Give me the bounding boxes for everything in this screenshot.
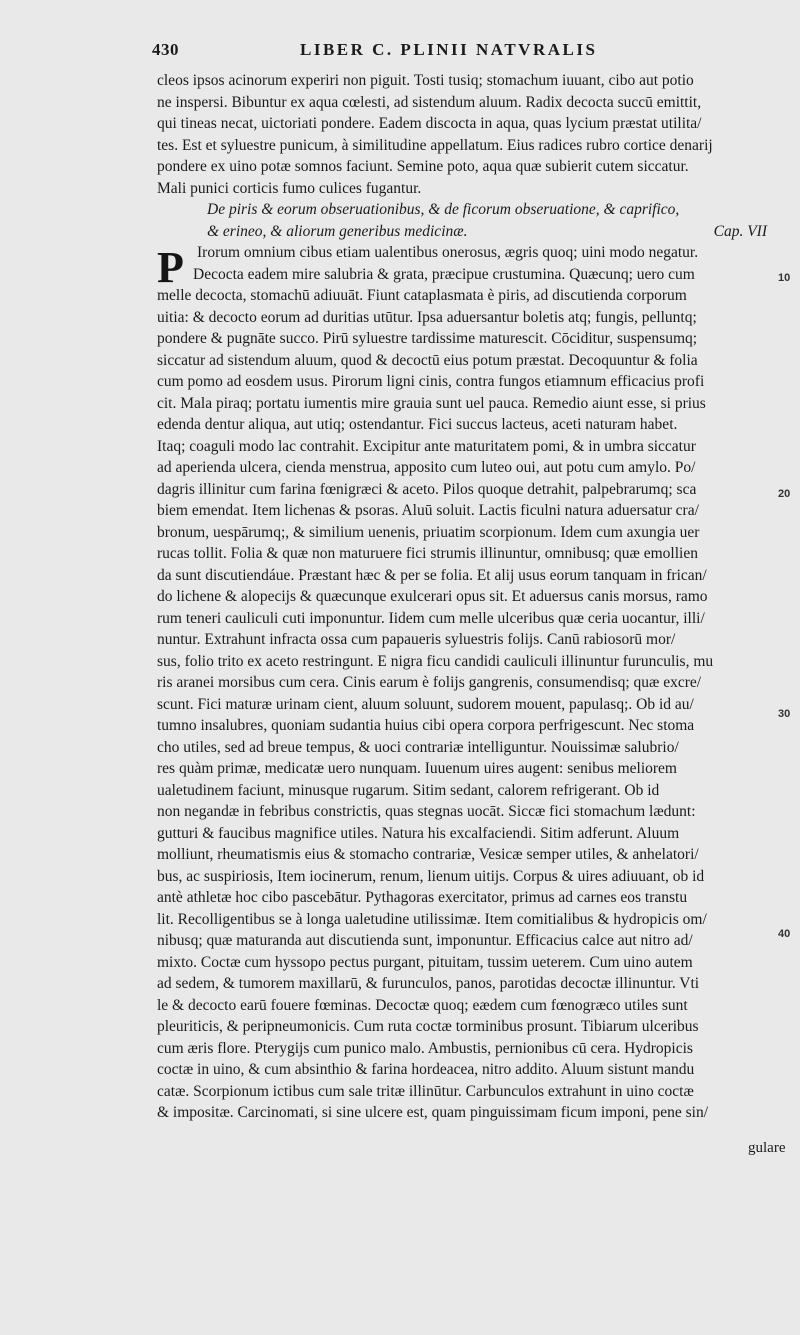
chapter-heading-line-1: De piris & eorum obseruationibus, & de ficorum obseruatione, & caprifico, xyxy=(207,201,680,218)
text-line: uitia: & decocto eorum ad duritias utūtur. Ipsa aduersantur boletis atq; fungis, pelluntq; xyxy=(157,308,697,326)
chapter-heading-line-2 xyxy=(157,221,793,243)
chapter-label: Cap. VII xyxy=(713,222,767,240)
text-line: cum pomo ad eosdem usus. Pirorum ligni cinis, contra fungos etiamnum efficacius profi xyxy=(157,373,705,390)
text-line: Irorum omnium cibus etiam ualentibus onerosus, ægris quoq; uini modo negatur. xyxy=(197,244,699,261)
text-line: cleos ipsos acinorum experiri non piguit. Tosti tusiq; stomachum iuuant, cibo aut potio xyxy=(157,72,694,89)
text-line: ad aperienda ulcera, cienda menstrua, apposito cum luteo oui, aut potu cum amylo. Po/ xyxy=(157,459,696,476)
chapter-body xyxy=(157,242,793,1124)
drop-capital: P xyxy=(157,243,184,292)
text-line: cit. Mala piraq; portatu iumentis mire grauia sunt uel pauca. Remedio aiunt esse, si prius xyxy=(157,394,706,412)
text-line: cum æris flore. Pterygijs cum punico malo. Ambustis, pernionibus cū cera. Hydropicis xyxy=(157,1039,693,1057)
text-line: ad sedem, & tumorem maxillarū, & furunculos, panos, parotidas decoctæ illinuntur. Vti xyxy=(157,975,700,992)
catchword: gulare xyxy=(748,1140,786,1156)
margin-line-number: 20 xyxy=(778,488,791,500)
text-line: coctæ in uino, & cum absinthio & farina hordeacea, nitro addito. Aluum sistunt mandu xyxy=(157,1061,695,1078)
text-line: catæ. Scorpionum ictibus cum sale tritæ illinūtur. Carbunculos extrahunt in uino coctæ xyxy=(157,1082,694,1100)
text-line: qui tineas necat, uictoriati pondere. Eadem discocta in aqua, quas lycium præstat utilita/ xyxy=(157,115,702,132)
text-line: melle decocta, stomachū adiuuāt. Fiunt cataplasmata è piris, ad discutienda corporum xyxy=(157,287,687,304)
text-line: Itaq; coaguli modo lac contrahit. Excipitur ante maturitatem pomi, & in umbra siccatur xyxy=(157,437,696,455)
text-line: gutturi & faucibus magnifice utiles. Natura his excalfaciendi. Sitim adferunt. Aluum xyxy=(157,824,680,842)
text-line: ne inspersi. Bibuntur ex aqua cœlesti, ad sistendum aluum. Radix decocta succū emittit, xyxy=(157,93,702,111)
page-header xyxy=(152,40,792,64)
chapter-heading-text: & erineo, & aliorum generibus medicinæ. xyxy=(207,222,468,240)
text-line: & impositæ. Carcinomati, si sine ulcere est, quam pinguissimam ficum imponi, pene sin/ xyxy=(157,1104,709,1121)
margin-line-number: 30 xyxy=(778,708,791,720)
text-line: da sunt discutiendáue. Præstant hæc & per se folia. Et alij usus eorum tanquam in frican/ xyxy=(157,566,707,584)
text-line: ris aranei morsibus cum cera. Cinis earum è folijs gangrenis, consumendisq; quæ excre/ xyxy=(157,674,702,691)
text-line: pleuriticis, & peripneumonicis. Cum ruta coctæ torminibus prosunt. Tibiarum ulceribus xyxy=(157,1018,699,1035)
text-line: sus, folio trito ex aceto restringunt. E nigra ficu candidi cauliculi illinuntur furunculis, mu xyxy=(157,652,714,670)
text-line: scunt. Fici maturæ urinam cient, aluum soluunt, sudorem mouent, papulasq;. Ob id au/ xyxy=(157,695,694,713)
text-line: ualetudinem faciunt, minusque rugarum. Sitim sedant, calorem refrigerant. Ob id xyxy=(157,781,660,799)
text-line: dagris illinitur cum farina fœnigræci & aceto. Pilos quoque detrahit, palpebrarumq; sca xyxy=(157,480,697,498)
text-line: nuntur. Extrahunt infracta ossa cum papaueris syluestris folijs. Canū rabiosorū mor/ xyxy=(157,631,676,648)
body-text xyxy=(157,70,793,1124)
preceding-paragraph xyxy=(157,70,793,199)
text-line: antè athletæ hoc cibo pascebātur. Pythagoras exercitator, primus ad carnes eos transtu xyxy=(157,889,688,906)
text-line: non negandæ in febribus constrictis, quas stegnas uocāt. Siccæ fici stomachum lædunt: xyxy=(157,803,696,820)
text-line: biem emendat. Item lichenas & psoras. Aluū soluit. Lactis ficulni natura aduersatur cra/ xyxy=(157,502,699,519)
text-line: pondere & pugnāte succo. Pirū syluestre tardissime maturescit. Cōciditur, suspensumq; xyxy=(157,330,698,347)
text-line: cho utiles, sed ad breue tempus, & uoci contrariæ intelliguntur. Nouissimæ salubrio/ xyxy=(157,738,679,756)
folio-number: 430 xyxy=(152,40,179,59)
text-line: Decocta eadem mire salubria & grata, præcipue crustumina. Quæcunq; uero cum xyxy=(193,265,695,283)
margin-line-number: 40 xyxy=(778,928,791,940)
text-line: res quàm primæ, medicatæ uero nunquam. Iuuenum uires augent: senibus meliorem xyxy=(157,760,677,777)
text-line: Mali punici corticis fumo culices fugantur. xyxy=(157,179,422,197)
text-line: nibusq; quæ maturanda aut discutienda sunt, imponuntur. Efficacius calce aut nitro ad/ xyxy=(157,932,693,949)
text-line: rum teneri cauliculi cuti imponuntur. Iidem cum melle ulceribus quæ ceria uocantur, illi/ xyxy=(157,609,705,627)
text-line: le & decocto earū fouere fœminas. Decoctæ quoq; eædem cum fœnogræco utiles sunt xyxy=(157,996,688,1014)
text-line: bronum, uespārumq;, & similium uenenis, priuatim scorpionum. Idem cum axungia uer xyxy=(157,523,700,541)
text-line: bus, ac suspiriosis, Item iocinerum, renum, lienum uitijs. Corpus & uires adiuuant, ob id xyxy=(157,867,705,885)
text-line: molliunt, rheumatismis eius & stomacho contrariæ, Vesicæ semper utiles, & anhelatori/ xyxy=(157,846,699,863)
text-line: do lichene & alopecijs & quæcunque exulcerari opus sit. Et aduersus canis morsus, ramo xyxy=(157,588,708,605)
margin-line-number: 10 xyxy=(778,272,791,284)
text-line: tumno insalubres, quoniam sudantia huius cibi opera corpora perfrigescunt. Nec stoma xyxy=(157,717,695,734)
text-line: rucas tollit. Folia & quæ non maturuere fici strumis illinuntur, omnibusq; quæ emollien xyxy=(157,545,698,562)
text-line: lit. Recolligentibus se à longa ualetudine utilissimæ. Item comitialibus & hydropicis om/ xyxy=(157,910,707,928)
text-line: mixto. Coctæ cum hyssopo pectus purgant, pituitam, tussim ueterem. Cum uino autem xyxy=(157,953,693,971)
text-line: tes. Est et syluestre punicum, à similitudine appellatum. Eius radices rubro cortice denarij xyxy=(157,136,713,154)
text-line: siccatur ad sistendum aluum, quod & decoctū eius potum præstat. Decoquuntur & folia xyxy=(157,351,698,369)
running-title: LIBER C. PLINII NATVRALIS xyxy=(300,40,598,59)
text-line: pondere ex uino potæ somnos faciunt. Semine poto, aqua quæ subierit cutem siccatur. xyxy=(157,158,689,175)
text-line: edenda dentur aliqua, aut utiq; ostendantur. Fici succus lacteus, aceti naturam habet. xyxy=(157,416,678,433)
